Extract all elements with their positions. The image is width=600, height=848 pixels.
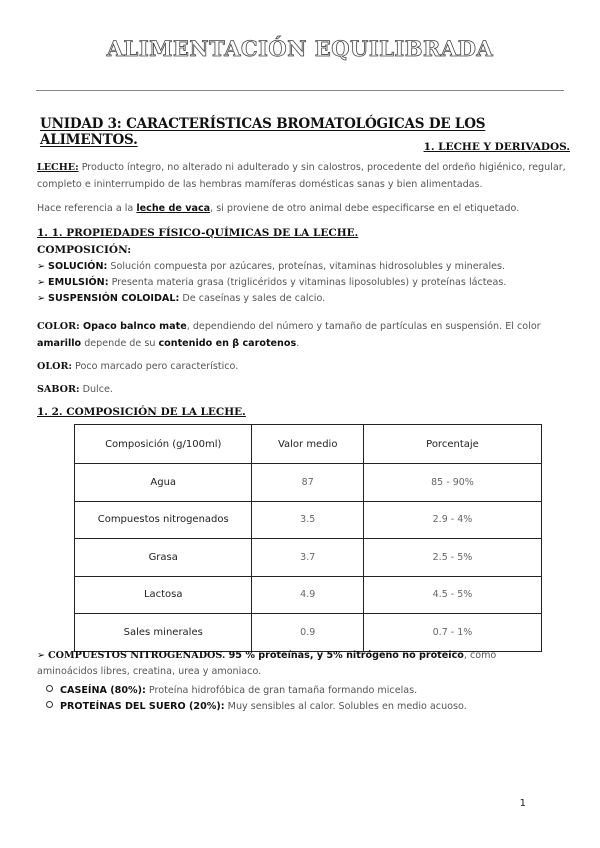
color-label: COLOR: — [37, 321, 80, 332]
list-item — [46, 683, 576, 698]
ref-suffix: , si proviene de otro animal debe especificarse en el etiquetado. — [210, 203, 520, 214]
mean-value: 4.9 — [252, 576, 363, 614]
percentage: 2.9 - 4% — [363, 501, 541, 539]
item-text: Proteína hidrofóbica de gran tamaña formando micelas. — [145, 685, 418, 696]
component-name: Agua — [75, 464, 252, 502]
item-label: SUSPENSIÓN COLOIDAL: — [48, 293, 180, 304]
item-text: Solución compuesta por azúcares, proteínas, vitaminas hidrosolubles y minerales. — [107, 261, 506, 272]
percentage: 85 - 90% — [363, 464, 541, 502]
color-end: . — [296, 338, 300, 349]
circle-bullet-icon — [46, 685, 53, 692]
color-text-1: , dependiendo del número y tamaño de partículas en suspensión. El color — [186, 321, 541, 332]
color-bold-3: contenido en β carotenos — [158, 338, 297, 349]
leche-label: LECHE: — [37, 162, 79, 173]
item-text: Presenta materia grasa (triglicéridos y vitaminas liposolubles) y proteínas lácteas. — [108, 277, 507, 288]
item-text: Muy sensibles al calor. Solubles en medio acuoso. — [224, 701, 467, 712]
table-header-row — [75, 425, 542, 464]
document-title: ALIMENTACIÓN EQUILIBRADA — [106, 36, 494, 61]
leche-definition — [37, 159, 567, 193]
percentage: 0.7 - 1% — [363, 614, 541, 652]
color-bold-2: amarillo — [37, 338, 82, 349]
column-header: Composición (g/100ml) — [75, 425, 252, 464]
item-text: De caseínas y sales de calcio. — [179, 293, 326, 304]
title-divider — [36, 90, 564, 91]
olor-label: OLOR: — [37, 361, 72, 372]
nitro-text: , como aminoácidos libres, creatina, urea y amoniaco. — [37, 650, 497, 677]
sabor-paragraph — [37, 381, 567, 398]
leche-text: Producto íntegro, no alterado ni adulterado y sin calostros, procedente del ordeño higiénico, regular, completo e ininterrumpido de las hembras mamíferas domésticas sanas y bien alimentadas. — [37, 162, 566, 190]
component-name: Compuestos nitrogenados — [75, 501, 252, 539]
item-label: SOLUCIÓN: — [48, 261, 108, 272]
unit-title: UNIDAD 3: CARACTERÍSTICAS BROMATOLÓGICAS DE LOS ALIMENTOS. — [40, 116, 486, 148]
table-row — [75, 614, 542, 652]
list-item — [37, 291, 577, 306]
component-name: Sales minerales — [75, 614, 252, 652]
ref-prefix: Hace referencia a la — [37, 203, 137, 214]
mean-value: 0.9 — [252, 614, 363, 652]
color-paragraph — [37, 318, 567, 352]
color-text-2: depende de su — [81, 338, 159, 349]
composition-heading: 1. 2. COMPOSICIÓN DE LA LECHE. — [37, 406, 246, 418]
olor-text: Poco marcado pero característico. — [71, 361, 239, 372]
sabor-label: SABOR: — [37, 384, 80, 395]
arrow-icon: ➢ — [37, 261, 46, 272]
color-bold-1: Opaco balnco mate — [79, 321, 187, 332]
list-item — [37, 259, 577, 274]
component-name: Lactosa — [75, 576, 252, 614]
arrow-icon: ➢ — [37, 293, 46, 304]
column-header: Valor medio — [252, 425, 363, 464]
section-title: 1. LECHE Y DERIVADOS. — [423, 141, 570, 153]
leche-reference — [37, 200, 567, 217]
page-number: 1 — [519, 798, 526, 809]
list-item — [46, 699, 576, 714]
mean-value: 3.5 — [252, 501, 363, 539]
table-row — [75, 501, 542, 539]
arrow-icon: ➢ — [37, 277, 46, 288]
table-row — [75, 539, 542, 577]
nitro-paragraph — [37, 648, 557, 680]
nitro-label: COMPUESTOS NITROGENADOS. — [48, 650, 226, 661]
composition-label: COMPOSICIÓN: — [37, 244, 132, 256]
item-label: CASEÍNA (80%): — [60, 685, 146, 696]
olor-paragraph — [37, 358, 567, 375]
sabor-text: Dulce. — [79, 384, 113, 395]
percentage: 4.5 - 5% — [363, 576, 541, 614]
item-label: EMULSIÓN: — [48, 277, 109, 288]
circle-bullet-icon — [46, 701, 53, 708]
ref-bold: leche de vaca — [136, 203, 211, 214]
list-item — [37, 275, 577, 290]
mean-value: 87 — [252, 464, 363, 502]
arrow-icon: ➢ — [37, 650, 46, 661]
table-row — [75, 464, 542, 502]
item-label: PROTEÍNAS DEL SUERO (20%): — [60, 701, 225, 712]
props-heading: 1. 1. PROPIEDADES FÍSICO-QUÍMICAS DE LA LECHE. — [37, 227, 359, 239]
nitro-bold: 95 % proteínas, y 5% nitrógeno no proteico — [225, 650, 464, 661]
mean-value: 3.7 — [252, 539, 363, 577]
column-header: Porcentaje — [363, 425, 541, 464]
table-row — [75, 576, 542, 614]
component-name: Grasa — [75, 539, 252, 577]
percentage: 2.5 - 5% — [363, 539, 541, 577]
composition-table — [74, 424, 542, 652]
